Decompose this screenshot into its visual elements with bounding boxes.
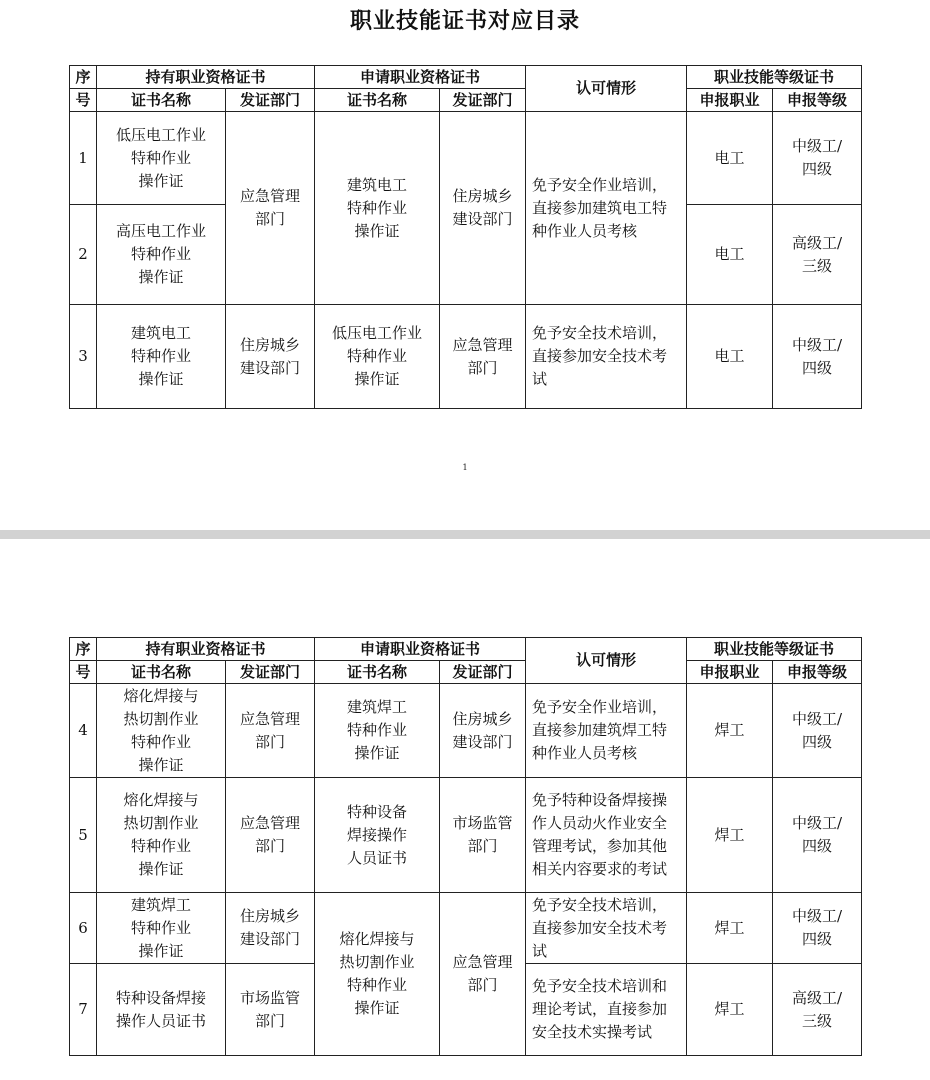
- apply-cert-issuer: 住房城乡 建设部门: [440, 112, 526, 305]
- row-seq: 2: [70, 205, 97, 305]
- table-row: [70, 684, 862, 778]
- apply-cert-issuer: 应急管理 部门: [440, 305, 526, 409]
- recognition-text: 免予安全技术培训和理论考试，直接参加安全技术实操考试: [526, 964, 687, 1056]
- header-apply-cert-group: 申请职业资格证书: [315, 638, 526, 661]
- held-cert-name: 低压电工作业 特种作业 操作证: [97, 112, 226, 205]
- header-held-cert-name: 证书名称: [97, 89, 226, 112]
- apply-level: 中级工/ 四级: [773, 112, 862, 205]
- held-cert-name: 特种设备焊接 操作人员证书: [97, 964, 226, 1056]
- header-seq-top: 序: [70, 638, 97, 661]
- row-seq: 7: [70, 964, 97, 1056]
- row-seq: 3: [70, 305, 97, 409]
- header-job: 申报职业: [687, 661, 773, 684]
- apply-cert-issuer: 住房城乡 建设部门: [440, 684, 526, 778]
- recognition-text: 免予特种设备焊接操作人员动火作业安全管理考试，参加其他相关内容要求的考试: [526, 778, 687, 893]
- held-cert-issuer: 住房城乡 建设部门: [226, 305, 315, 409]
- document-title: 职业技能证书对应目录: [349, 8, 580, 34]
- page-number: 1: [462, 463, 468, 472]
- header-apply-cert-name: 证书名称: [315, 89, 440, 112]
- apply-cert-name: 建筑电工 特种作业 操作证: [315, 112, 440, 305]
- table-row: [70, 112, 862, 205]
- recognition-text: 免予安全技术培训，直接参加安全技术考试: [526, 893, 687, 964]
- table-row: [70, 305, 862, 409]
- held-cert-name: 高压电工作业 特种作业 操作证: [97, 205, 226, 305]
- recognition-text: 免予安全技术培训，直接参加安全技术考试: [526, 305, 687, 409]
- recognition-text: 免予安全作业培训，直接参加建筑电工特种作业人员考核: [526, 112, 687, 305]
- held-cert-issuer: 应急管理 部门: [226, 112, 315, 305]
- held-cert-name: 熔化焊接与 热切割作业 特种作业 操作证: [97, 778, 226, 893]
- header-level: 申报等级: [773, 89, 862, 112]
- held-cert-name: 建筑焊工 特种作业 操作证: [97, 893, 226, 964]
- header-held-cert-group: 持有职业资格证书: [97, 66, 315, 89]
- header-apply-cert-group: 申请职业资格证书: [315, 66, 526, 89]
- header-job: 申报职业: [687, 89, 773, 112]
- table-row: [70, 893, 862, 964]
- apply-job: 电工: [687, 305, 773, 409]
- apply-job: 焊工: [687, 964, 773, 1056]
- header-seq-bottom: 号: [70, 89, 97, 112]
- apply-level: 中级工/ 四级: [773, 684, 862, 778]
- apply-level: 中级工/ 四级: [773, 305, 862, 409]
- row-seq: 5: [70, 778, 97, 893]
- apply-cert-name: 特种设备 焊接操作 人员证书: [315, 778, 440, 893]
- header-level: 申报等级: [773, 661, 862, 684]
- recognition-text: 免予安全作业培训，直接参加建筑焊工特种作业人员考核: [526, 684, 687, 778]
- header-recognition: 认可情形: [526, 638, 687, 684]
- apply-job: 电工: [687, 112, 773, 205]
- header-held-issuer: 发证部门: [226, 661, 315, 684]
- held-cert-name: 熔化焊接与 热切割作业 特种作业 操作证: [97, 684, 226, 778]
- header-apply-cert-name: 证书名称: [315, 661, 440, 684]
- header-skill-cert-group: 职业技能等级证书: [687, 638, 862, 661]
- apply-cert-name: 建筑焊工 特种作业 操作证: [315, 684, 440, 778]
- row-seq: 6: [70, 893, 97, 964]
- certificate-table-page2: [69, 637, 862, 1056]
- apply-cert-name: 低压电工作业 特种作业 操作证: [315, 305, 440, 409]
- apply-job: 电工: [687, 205, 773, 305]
- row-seq: 4: [70, 684, 97, 778]
- held-cert-issuer: 应急管理 部门: [226, 684, 315, 778]
- header-apply-issuer: 发证部门: [440, 661, 526, 684]
- table-row: [70, 778, 862, 893]
- apply-level: 高级工/ 三级: [773, 205, 862, 305]
- held-cert-name: 建筑电工 特种作业 操作证: [97, 305, 226, 409]
- held-cert-issuer: 市场监管 部门: [226, 964, 315, 1056]
- held-cert-issuer: 应急管理 部门: [226, 778, 315, 893]
- held-cert-issuer: 住房城乡 建设部门: [226, 893, 315, 964]
- page-separator: [0, 530, 930, 539]
- header-held-cert-name: 证书名称: [97, 661, 226, 684]
- header-recognition: 认可情形: [526, 66, 687, 112]
- apply-cert-name: 熔化焊接与 热切割作业 特种作业 操作证: [315, 893, 440, 1056]
- apply-cert-issuer: 应急管理 部门: [440, 893, 526, 1056]
- header-apply-issuer: 发证部门: [440, 89, 526, 112]
- header-skill-cert-group: 职业技能等级证书: [687, 66, 862, 89]
- apply-cert-issuer: 市场监管 部门: [440, 778, 526, 893]
- apply-job: 焊工: [687, 684, 773, 778]
- certificate-table-page1: [69, 65, 862, 409]
- apply-level: 高级工/ 三级: [773, 964, 862, 1056]
- apply-level: 中级工/ 四级: [773, 893, 862, 964]
- header-seq-top: 序: [70, 66, 97, 89]
- apply-level: 中级工/ 四级: [773, 778, 862, 893]
- apply-job: 焊工: [687, 893, 773, 964]
- header-held-cert-group: 持有职业资格证书: [97, 638, 315, 661]
- row-seq: 1: [70, 112, 97, 205]
- header-held-issuer: 发证部门: [226, 89, 315, 112]
- header-seq-bottom: 号: [70, 661, 97, 684]
- apply-job: 焊工: [687, 778, 773, 893]
